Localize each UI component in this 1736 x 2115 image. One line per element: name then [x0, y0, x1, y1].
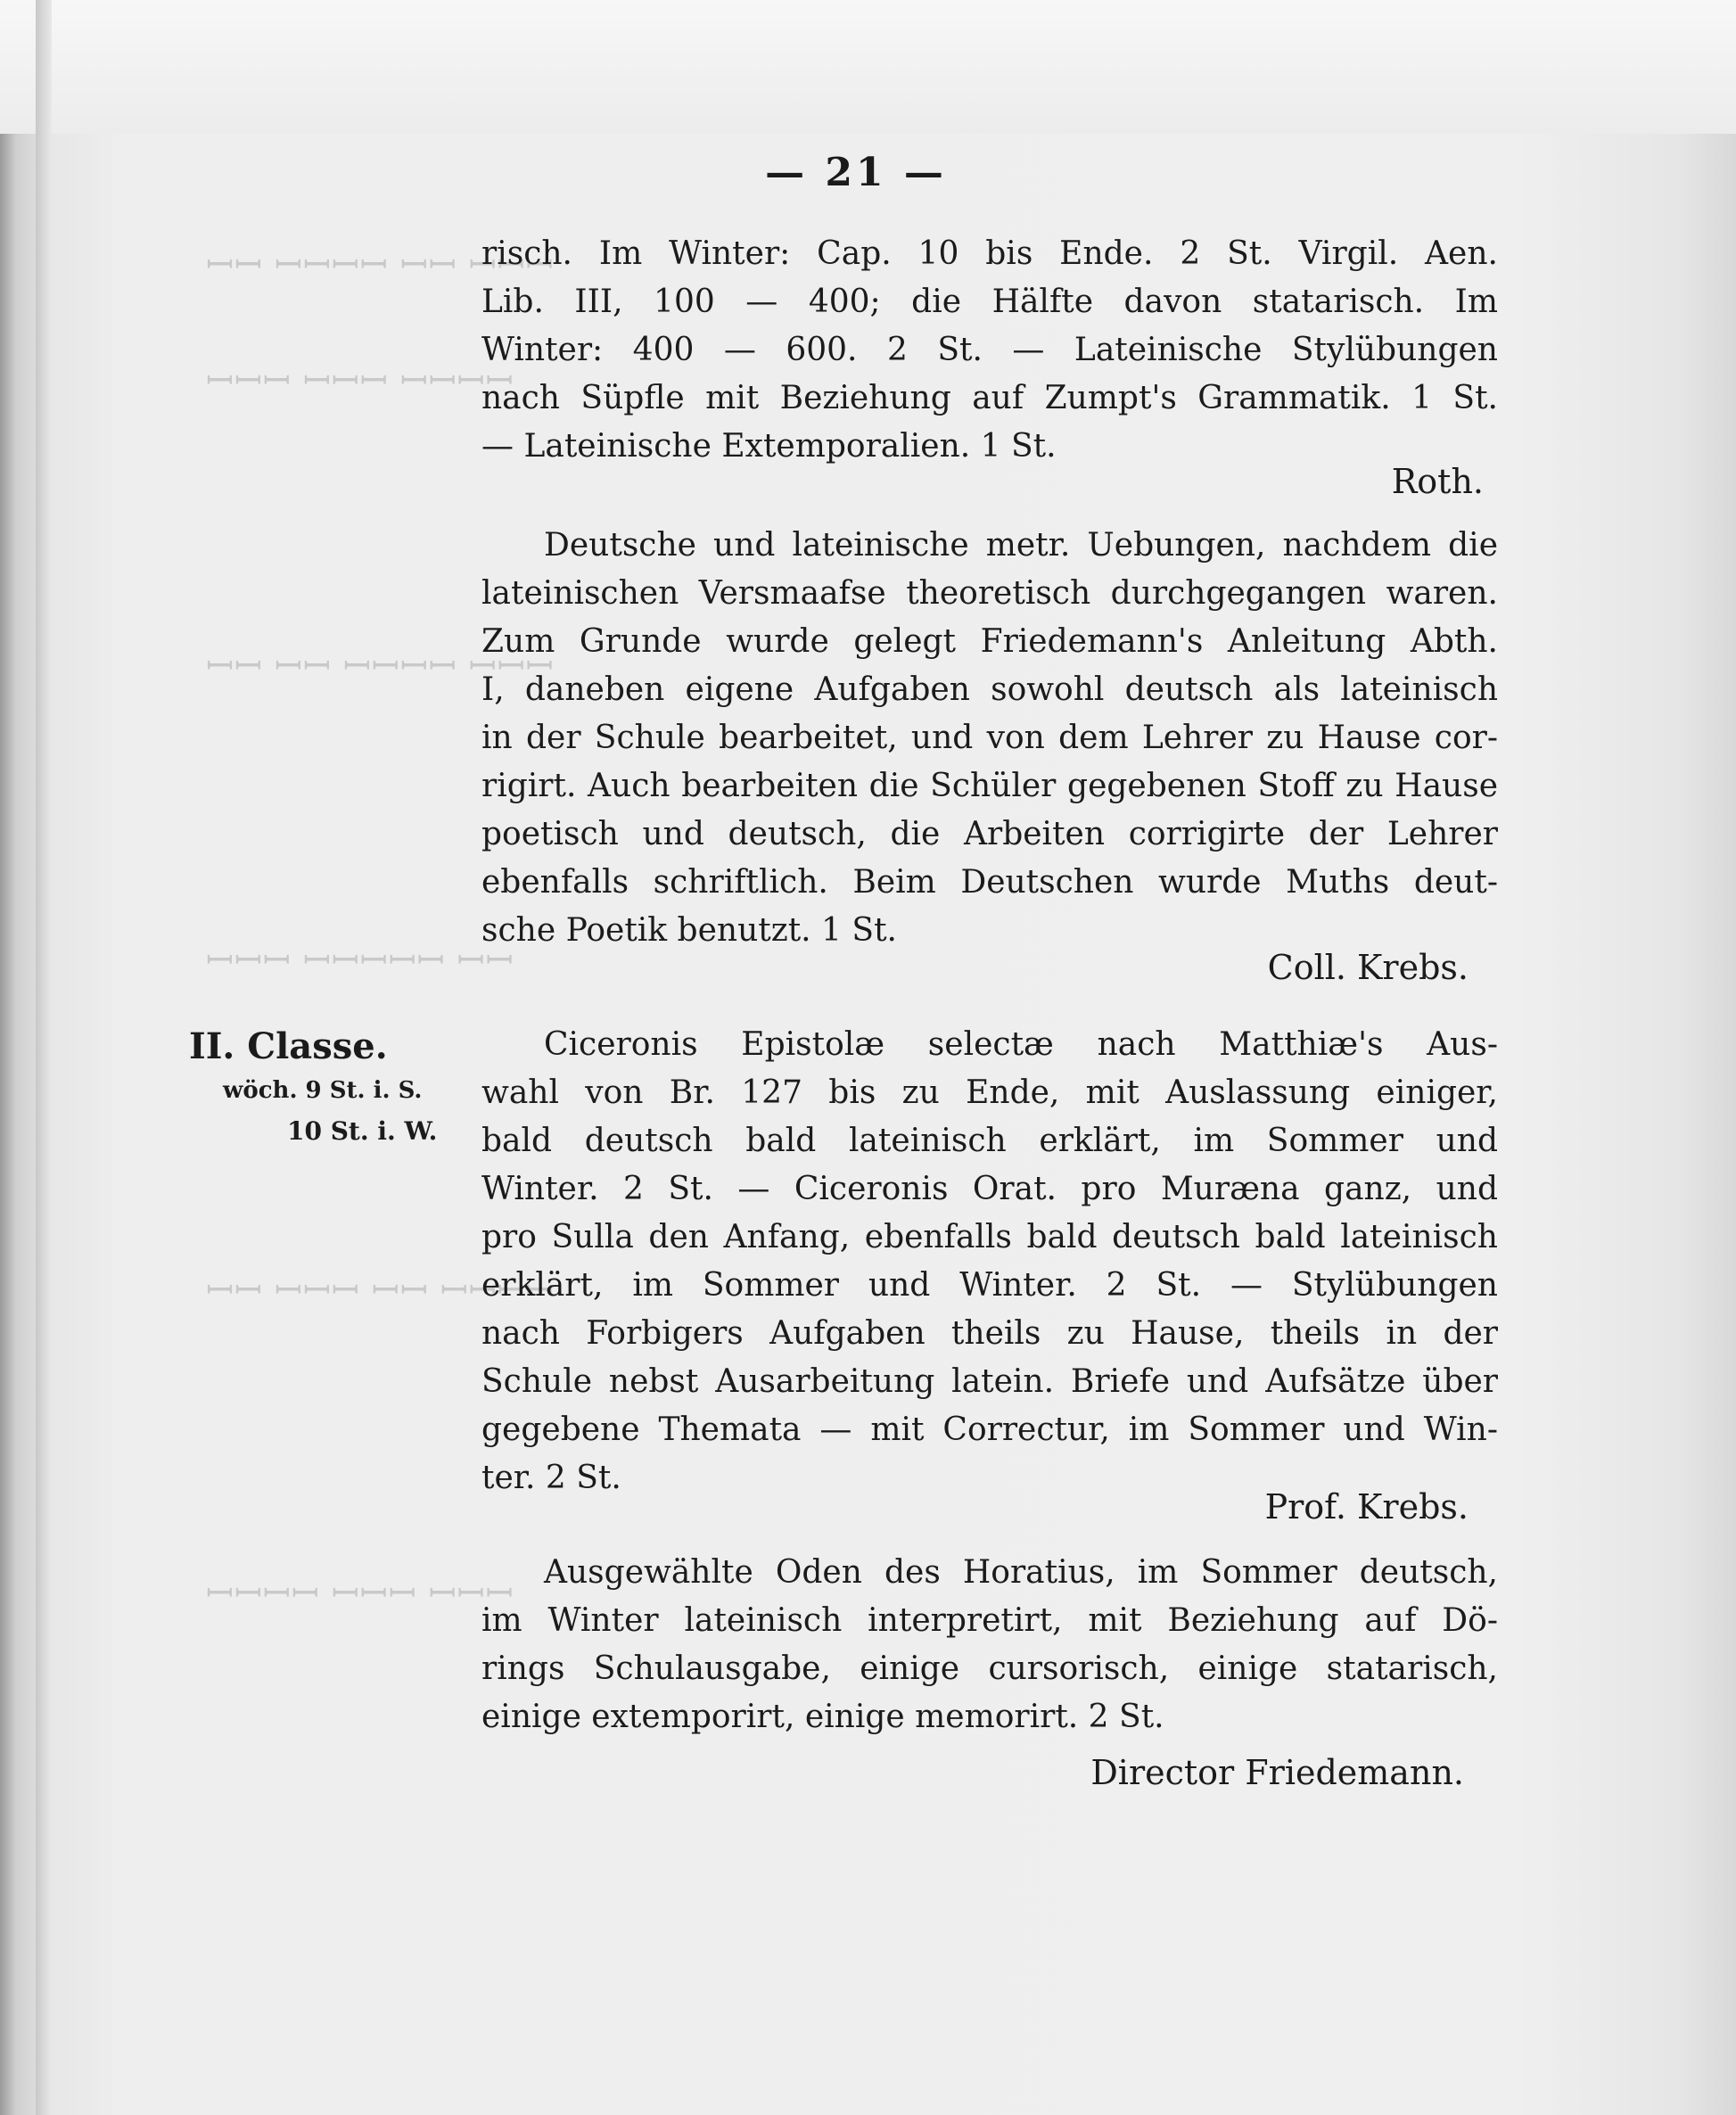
text-line: ter. 2 St. [481, 1460, 621, 1496]
text-line: rings Schulausgabe, einige cursorisch, einige statarisch, [481, 1650, 1498, 1687]
paragraph-latin-1 [481, 230, 1498, 471]
paragraph-horace [481, 1549, 1498, 1741]
binding-shadow [36, 0, 52, 2115]
signature-director-friedemann: Director Friedemann. [1090, 1753, 1464, 1792]
bleed-through-5: ꟷꟷꟷꟷ ꟷꟷ ꟷꟷꟷ ꟷꟷ [205, 1271, 554, 1310]
text-line: ebenfalls schriftlich. Beim Deutschen wurde Muths deut- [481, 864, 1498, 901]
text-line: Winter: 400 — 600. 2 St. — Lateinische Stylübungen [481, 332, 1498, 368]
text-line: sche Poetik benutzt. 1 St. [481, 912, 897, 949]
hours-winter: 10 St. i. W. [287, 1116, 438, 1146]
text-line: Zum Grunde wurde gelegt Friedemann's Anleitung Abth. [481, 623, 1498, 660]
signature-roth: Roth. [1391, 462, 1484, 501]
text-line: nach Süpfle mit Beziehung auf Zumpt's Grammatik. 1 St. [481, 380, 1498, 416]
text-line: bald deutsch bald lateinisch erklärt, im Sommer und [481, 1123, 1498, 1159]
signature-prof-krebs: Prof. Krebs. [1264, 1487, 1469, 1527]
text-line: im Winter lateinisch interpretirt, mit Beziehung auf Dö- [481, 1602, 1498, 1639]
text-line: poetisch und deutsch, die Arbeiten corrigirte der Lehrer [481, 816, 1498, 852]
signature-coll-krebs: Coll. Krebs. [1267, 948, 1469, 987]
bleed-through-4: ꟷꟷ ꟷꟷꟷꟷꟷ ꟷꟷꟷ [205, 941, 514, 980]
text-line: pro Sulla den Anfang, ebenfalls bald deutsch bald lateinisch [481, 1219, 1498, 1255]
text-line: wahl von Br. 127 bis zu Ende, mit Auslassung einiger, [481, 1074, 1498, 1111]
text-line: Deutsche und lateinische metr. Uebungen, nachdem die [544, 527, 1498, 564]
page-top-shading [0, 0, 1736, 134]
text-line: Schule nebst Ausarbeitung latein. Briefe und Aufsätze über [481, 1363, 1498, 1400]
paragraph-metrical-exercises [481, 522, 1498, 955]
text-line: Lib. III, 100 — 400; die Hälfte davon statarisch. Im [481, 284, 1498, 320]
text-line: I, daneben eigene Aufgaben sowohl deutsch als lateinisch [481, 671, 1498, 708]
bleed-through-1: ꟷꟷꟷ ꟷꟷ ꟷꟷꟷꟷ ꟷꟷ [205, 245, 554, 284]
text-line: in der Schule bearbeitet, und von dem Lehrer zu Hause cor- [481, 720, 1498, 756]
text-line: Ciceronis Epistolæ selectæ nach Matthiæ's Aus- [544, 1026, 1498, 1063]
bleed-through-3: ꟷꟷꟷ ꟷꟷꟷꟷ ꟷꟷ ꟷꟷ [205, 646, 554, 686]
hours-summer: wöch. 9 St. i. S. [223, 1077, 423, 1104]
page-number: — 21 — [765, 150, 947, 195]
bleed-through-2: ꟷꟷꟷꟷ ꟷꟷꟷ ꟷꟷꟷ [205, 361, 514, 400]
bleed-through-6: ꟷꟷꟷ ꟷꟷꟷ ꟷꟷꟷꟷ [205, 1574, 514, 1613]
text-line: einige extemporirt, einige memorirt. 2 St. [481, 1699, 1164, 1735]
text-line: — Lateinische Extemporalien. 1 St. [481, 428, 1057, 465]
text-line: nach Forbigers Aufgaben theils zu Hause, theils in der [481, 1315, 1498, 1352]
text-line: rigirt. Auch bearbeiten die Schüler gegebenen Stoff zu Hause [481, 768, 1498, 804]
paragraph-cicero [481, 1021, 1498, 1502]
text-line: Ausgewählte Oden des Horatius, im Sommer deutsch, [544, 1554, 1498, 1591]
text-line: Winter. 2 St. — Ciceronis Orat. pro Muræna ganz, und [481, 1171, 1498, 1207]
text-line: lateinischen Versmaafse theoretisch durchgegangen waren. [481, 575, 1498, 612]
text-line: gegebene Themata — mit Correctur, im Sommer und Win- [481, 1411, 1498, 1448]
text-line: erklärt, im Sommer und Winter. 2 St. — Stylübungen [481, 1267, 1498, 1304]
text-line: risch. Im Winter: Cap. 10 bis Ende. 2 St. Virgil. Aen. [481, 235, 1498, 272]
class-label: II. Classe. [189, 1025, 388, 1067]
